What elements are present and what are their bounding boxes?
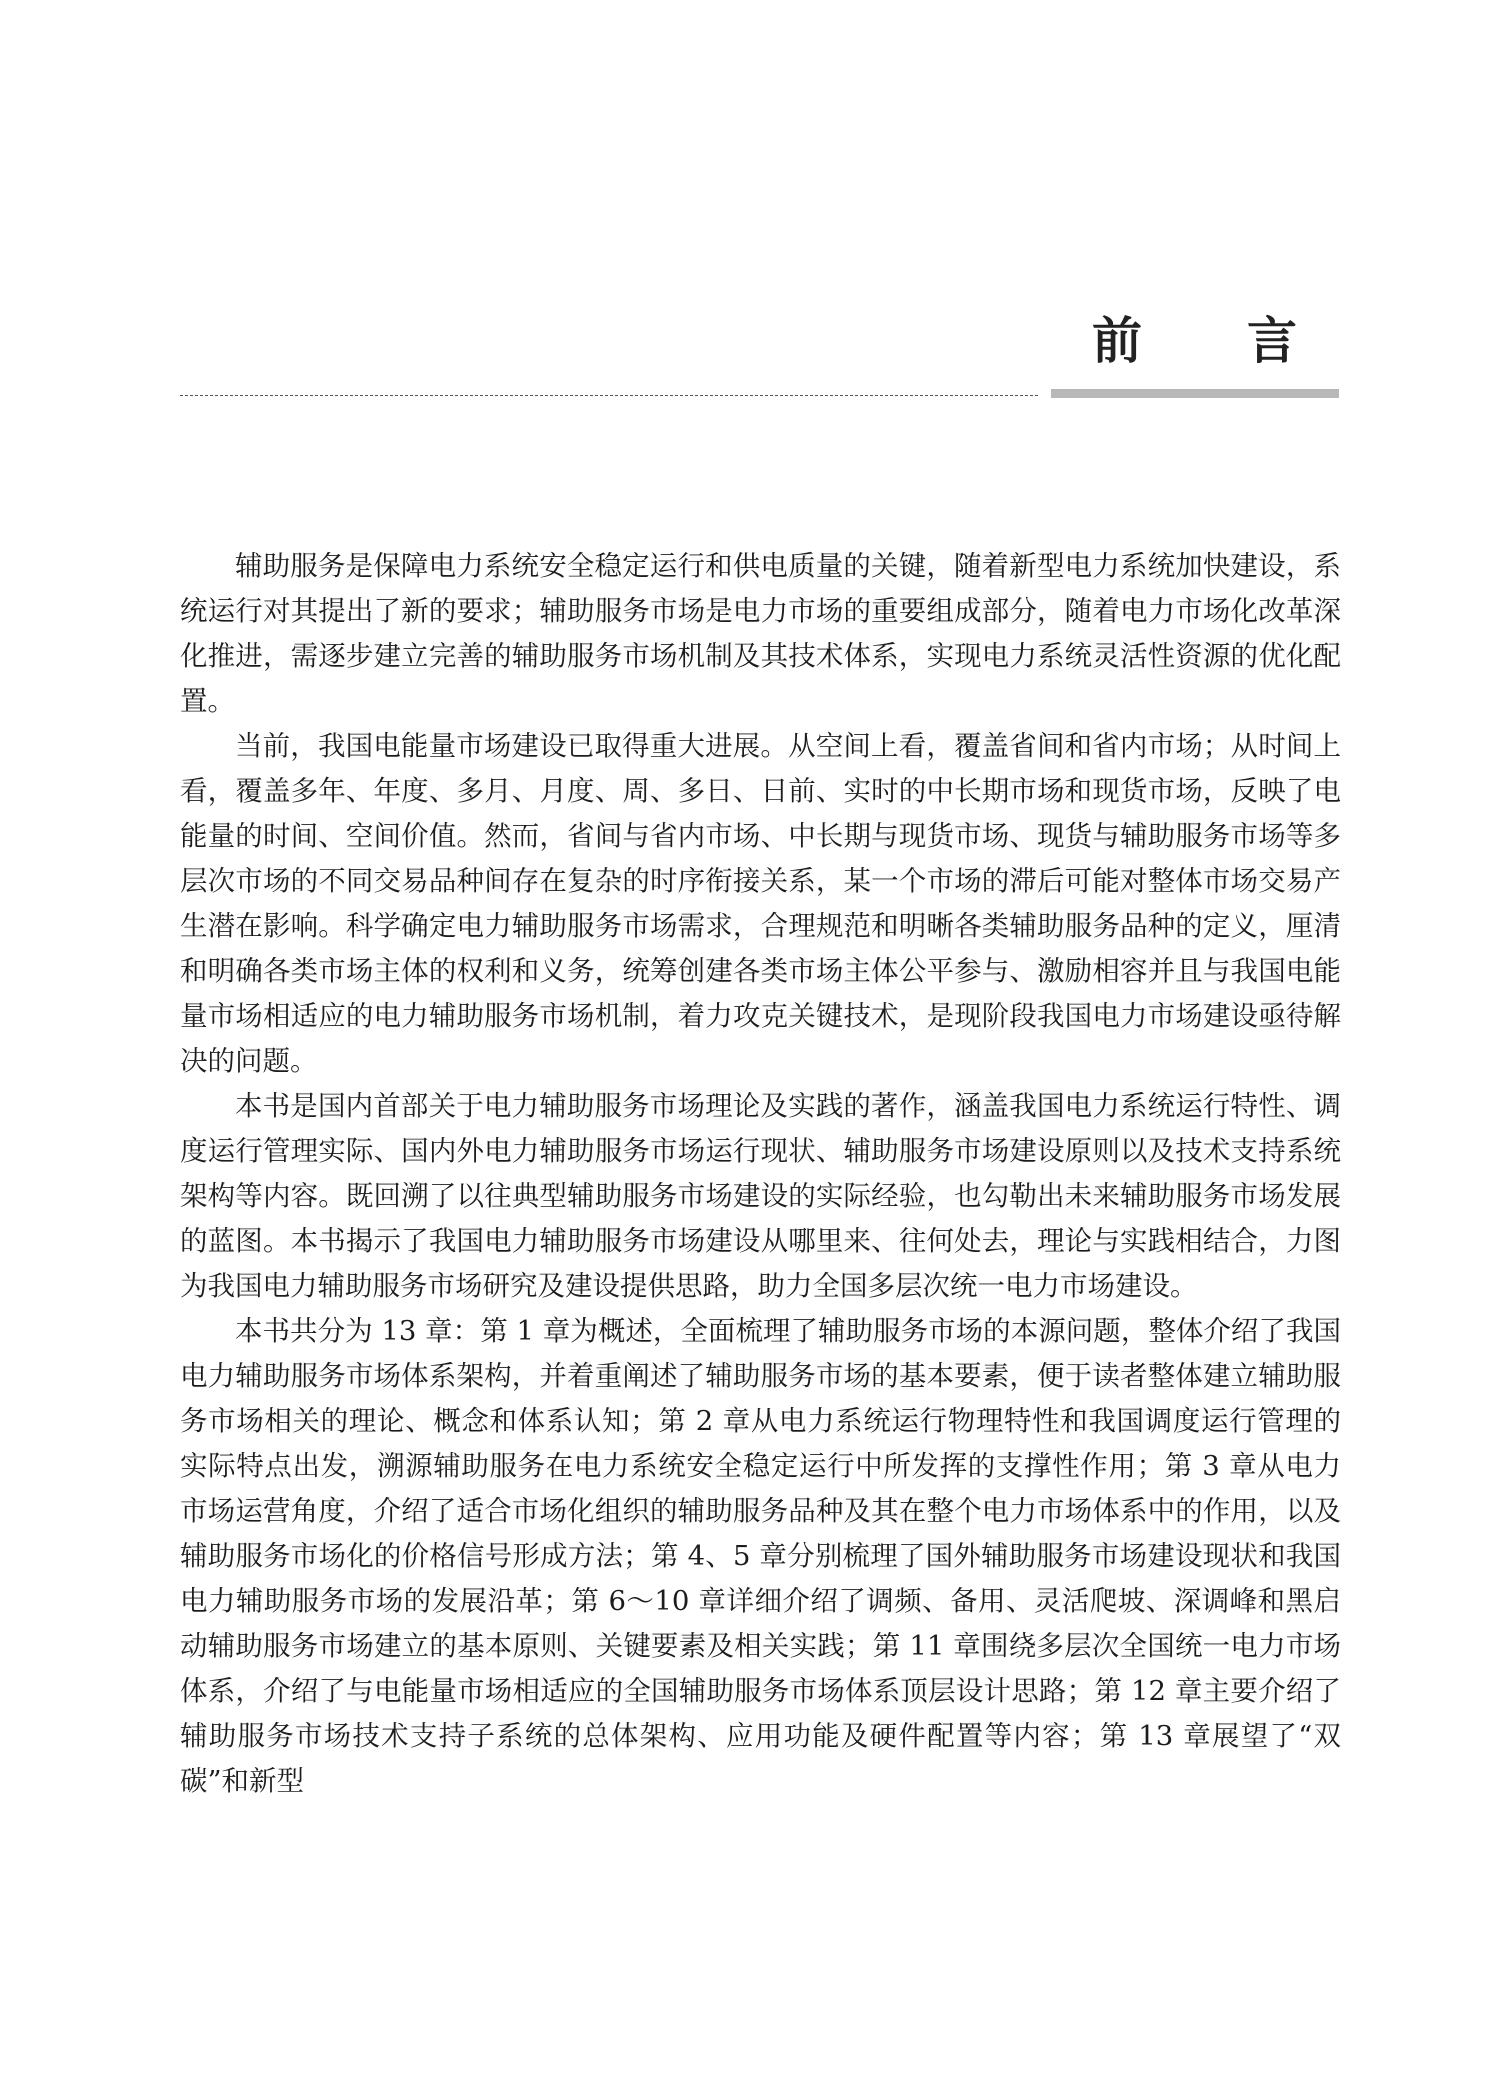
paragraph: 辅助服务是保障电力系统安全稳定运行和供电质量的关键，随着新型电力系统加快建设，系统运行对其提出了新的要求；辅助服务市场是电力市场的重要组成部分，随着电力市场化改革深化推进，需逐步建立完善的辅助服务市场机制及其技术体系，实现电力系统灵活性资源的优化配置。 <box>180 550 1341 717</box>
paragraph: 本书共分为 13 章：第 1 章为概述，全面梳理了辅助服务市场的本源问题，整体介绍了我国电力辅助服务市场体系架构，并着重阐述了辅助服务市场的基本要素，便于读者整体建立辅助服务市场相关的理论、概念和体系认知；第 2 章从电力系统运行物理特性和我国调度运行管理的实际特点出发，溯源辅助服务在电力系统安全稳定运行中所发挥的支撑性作用；第 3 章从电力市场运营角度，介绍了适合市场化组织的辅助服务品种及其在整个电力市场体系中的作用，以及辅助服务市场化的价格信号形成方法；第 4、5 章分别梳理了国外辅助服务市场建设现状和我国电力辅助服务市场的发展沿革；第 6～10 章详细介绍了调频、备用、灵活爬坡、深调峰和黑启动辅助服务市场建立的基本原则、关键要素及相关实践；第 11 章围绕多层次全国统一电力市场体系，介绍了与电能量市场相适应的全国辅助服务市场体系顶层设计思路；第 12 章主要介绍了辅助服务市场技术支持子系统的总体架构、应用功能及硬件配置等内容；第 13 章展望了“双碳”和新型 <box>180 1315 1341 1797</box>
title-underline-bar <box>1051 389 1339 398</box>
title-dashed-rule <box>180 395 1038 396</box>
paragraph: 本书是国内首部关于电力辅助服务市场理论及实践的著作，涵盖我国电力系统运行特性、调度运行管理实际、国内外电力辅助服务市场运行现状、辅助服务市场建设原则以及技术支持系统架构等内容。既回溯了以往典型辅助服务市场建设的实际经验，也勾勒出未来辅助服务市场发展的蓝图。本书揭示了我国电力辅助服务市场建设从哪里来、往何处去，理论与实践相结合，力图为我国电力辅助服务市场研究及建设提供思路，助力全国多层次统一电力市场建设。 <box>180 1090 1341 1302</box>
paragraph: 当前，我国电能量市场建设已取得重大进展。从空间上看，覆盖省间和省内市场；从时间上看，覆盖多年、年度、多月、月度、周、多日、日前、实时的中长期市场和现货市场，反映了电能量的时间、空间价值。然而，省间与省内市场、中长期与现货市场、现货与辅助服务市场等多层次市场的不同交易品种间存在复杂的时序衔接关系，某一个市场的滞后可能对整体市场交易产生潜在影响。科学确定电力辅助服务市场需求，合理规范和明晰各类辅助服务品种的定义，厘清和明确各类市场主体的权利和义务，统筹创建各类市场主体公平参与、激励相容并且与我国电能量市场相适应的电力辅助服务市场机制，着力攻克关键技术，是现阶段我国电力市场建设亟待解决的问题。 <box>180 730 1341 1077</box>
page-title: 前言 <box>1092 312 1297 370</box>
preface-body <box>180 544 1341 1804</box>
